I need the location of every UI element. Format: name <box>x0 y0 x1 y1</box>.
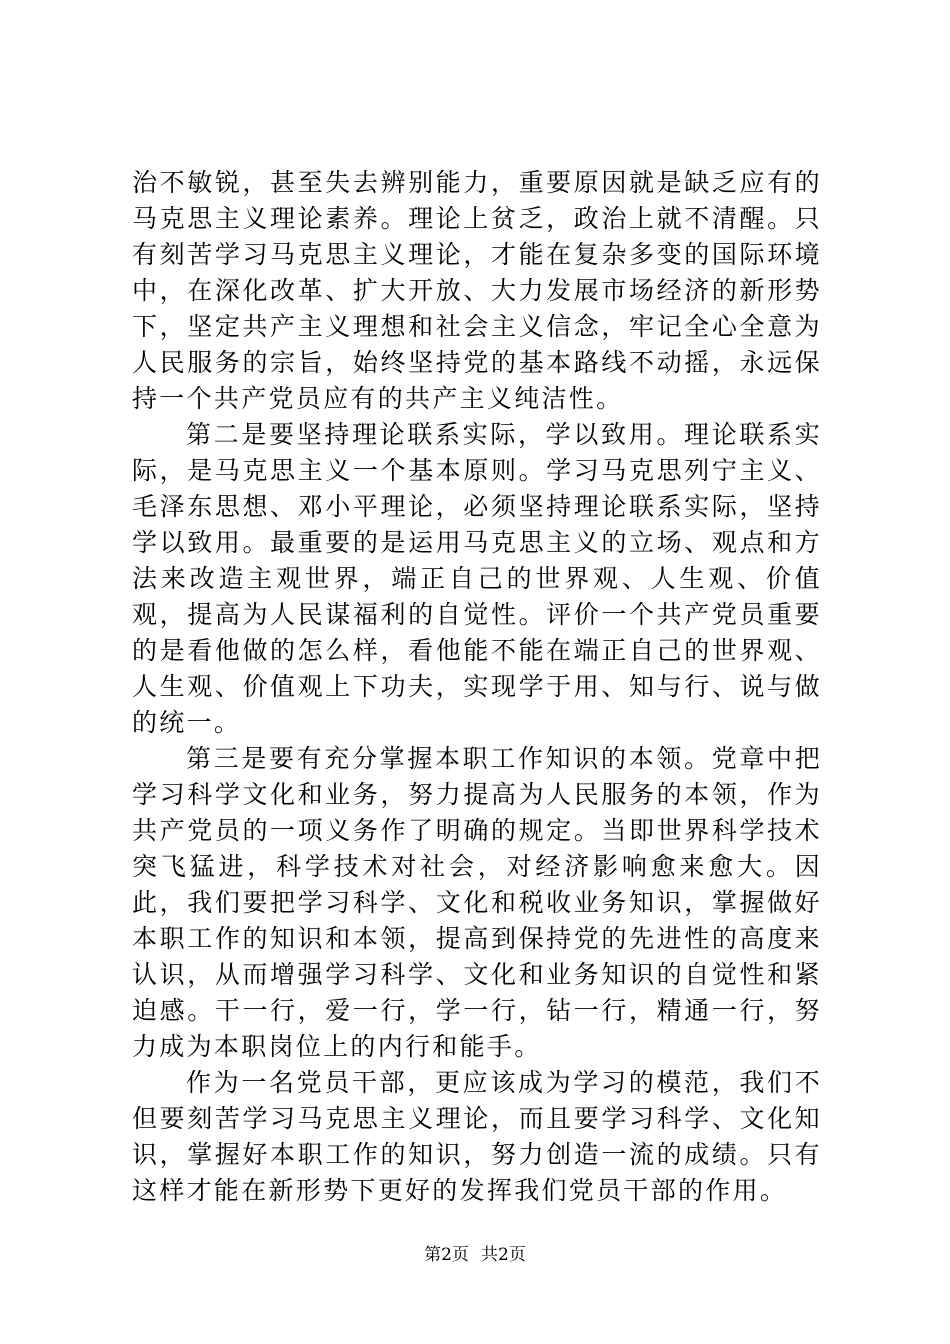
paragraph-second-point: 第二是要坚持理论联系实际，学以致用。理论联系实际，是马克思主义一个基本原则。学习马克思列宁主义、毛泽东思想、邓小平理论，必须坚持理论联系实际，坚持学以致用。最重要的是运用马克思主义的立场、观点和方法来改造主观世界，端正自己的世界观、人生观、价值观，提高为人民谋福利的自觉性。评价一个共产党员重要的是看他做的怎么样，看他能不能在端正自己的世界观、人生观、价值观上下功夫，实现学于用、知与行、说与做的统一。 <box>132 420 822 737</box>
paragraph-continued: 治不敏锐，甚至失去辨别能力，重要原因就是缺乏应有的马克思主义理论素养。理论上贫乏，政治上就不清醒。只有刻苦学习马克思主义理论，才能在复杂多变的国际环境中，在深化改革、扩大开放、大力发展市场经济的新形势下，坚定共产主义理想和社会主义信念，牢记全心全意为人民服务的宗旨，始终坚持党的基本路线不动摇，永远保持一个共产党员应有的共产主义纯洁性。 <box>132 168 822 413</box>
page-total: 共2页 <box>481 1245 526 1265</box>
page-number: 第2页 <box>424 1245 469 1265</box>
page-footer <box>0 1244 950 1266</box>
document-body <box>132 165 822 1209</box>
paragraph-third-point: 第三是要有充分掌握本职工作知识的本领。党章中把学习科学文化和业务，努力提高为人民服务的本领，作为共产党员的一项义务作了明确的规定。当即世界科学技术突飞猛进，科学技术对社会，对经济影响愈来愈大。因此，我们要把学习科学、文化和税收业务知识，掌握做好本职工作的知识和本领，提高到保持党的先进性的高度来认识，从而增强学习科学、文化和业务知识的自觉性和紧迫感。干一行，爱一行，学一行，钻一行，精通一行，努力成为本职岗位上的内行和能手。 <box>132 744 822 1061</box>
paragraph-conclusion: 作为一名党员干部，更应该成为学习的模范，我们不但要刻苦学习马克思主义理论，而且要学习科学、文化知识，掌握好本职工作的知识，努力创造一流的成绩。只有这样才能在新形势下更好的发挥我们党员干部的作用。 <box>132 1068 822 1205</box>
